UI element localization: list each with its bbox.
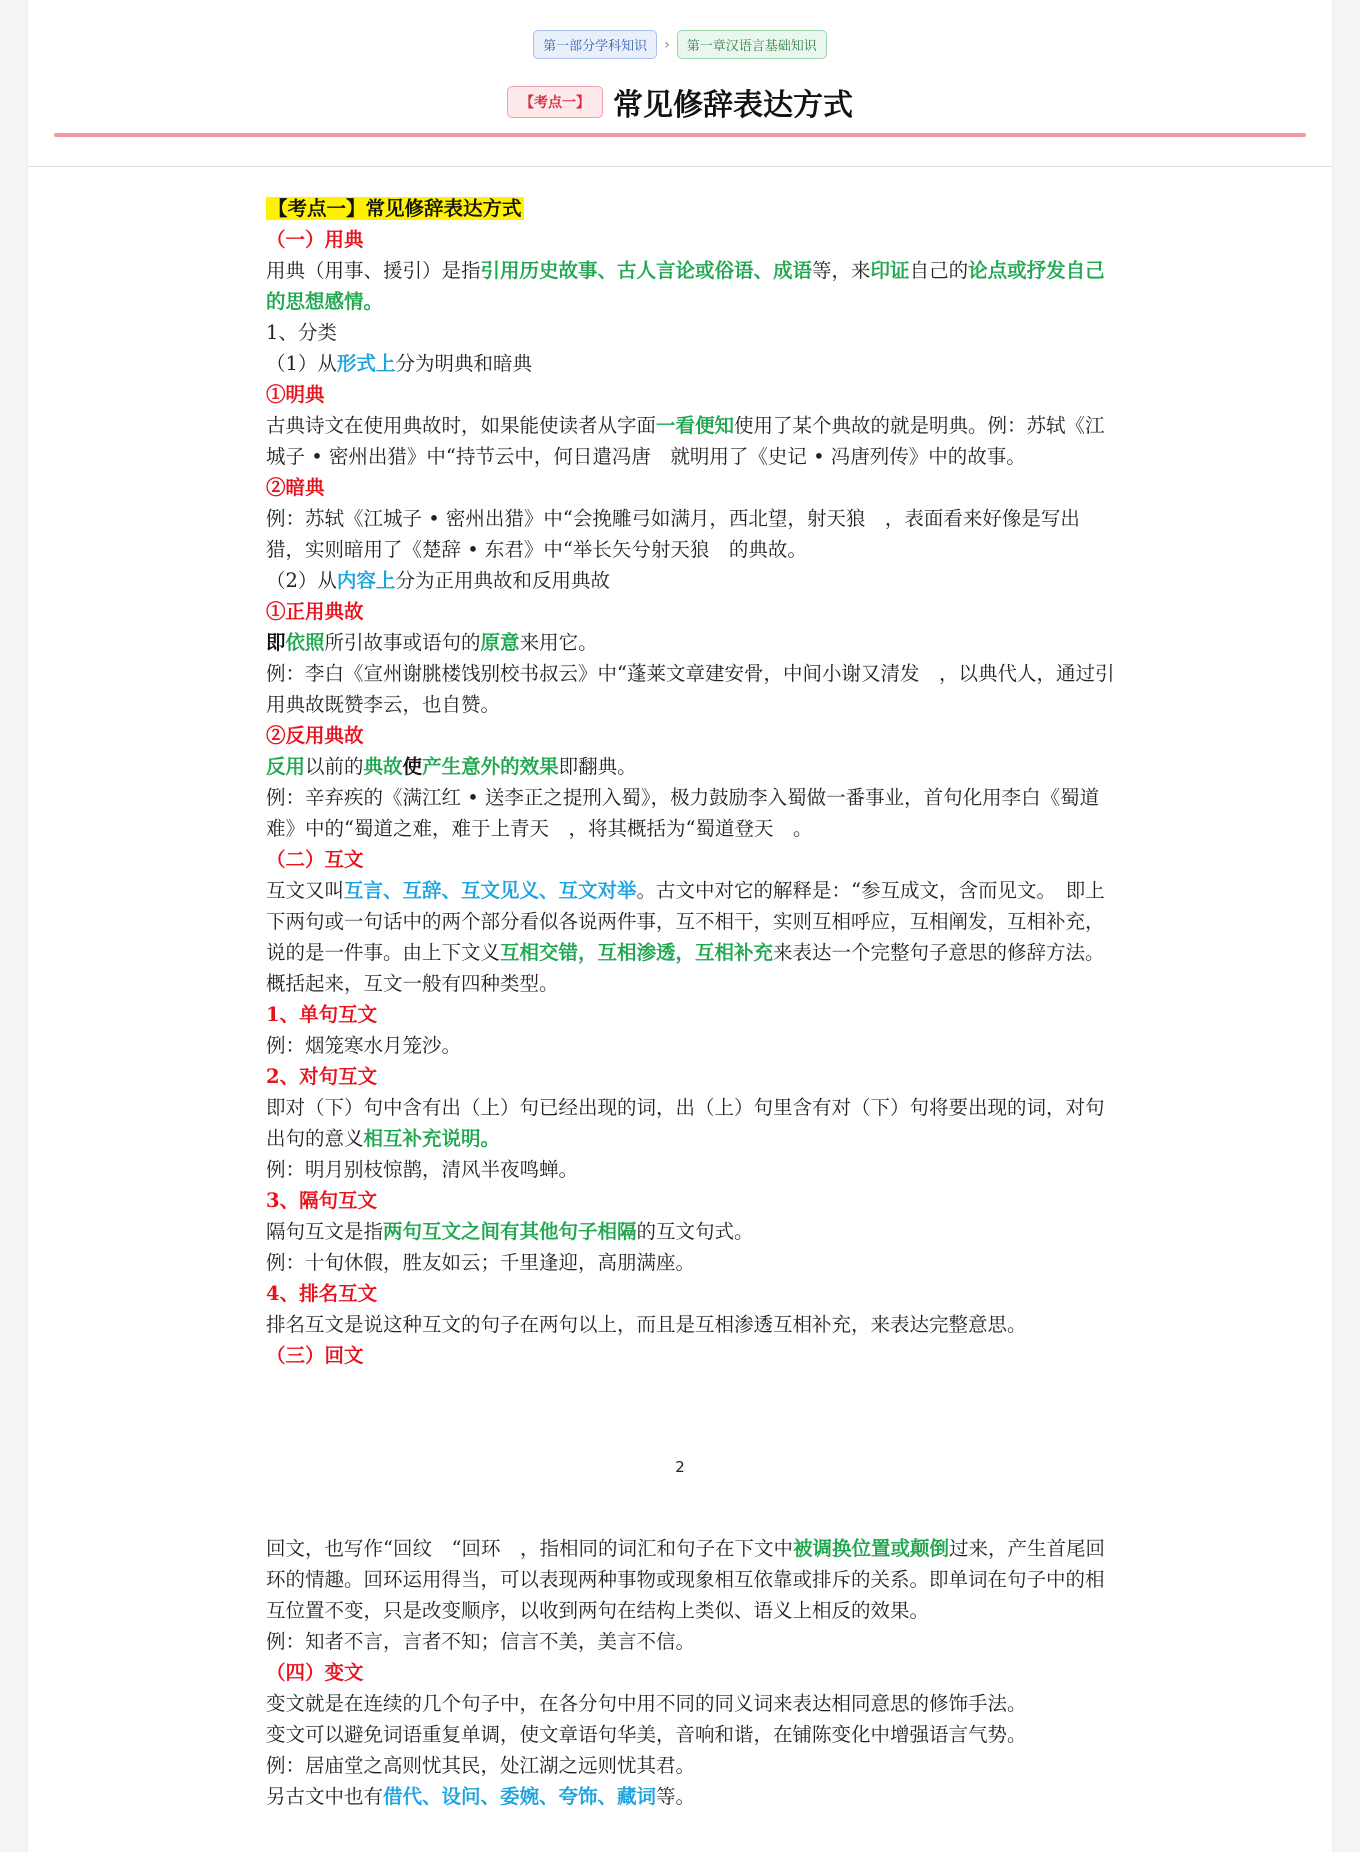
item-heading: ①正用典故: [266, 600, 364, 623]
paragraph: 例：居庙堂之高则忧其民，处江湖之远则忧其君。: [266, 1754, 696, 1777]
paragraph: 例：李白《宣州谢朓楼饯别校书叔云》中“蓬莱文章建安骨，中间小谢又清发 ，以典代人，通过引用典故既赞李云，也自赞。: [266, 662, 1115, 716]
paragraph: 回文，也写作“回纹 “回环 ，指相同的词汇和句子在下文中被调换位置或颠倒过来，产生首尾回环的情趣。回环运用得当，可以表现两种事物或现象相互依靠或排斥的关系。即单词在句子中的相互位置不变，只是改变顺序，以收到两句在结构上类似、语义上相反的效果。: [266, 1537, 1105, 1622]
paragraph: 例：苏轼《江城子 • 密州出猎》中“会挽雕弓如满月，西北望，射天狼 ，表面看来好像是写出猎，实则暗用了《楚辞 • 东君》中“举长矢兮射天狼 的典故。: [266, 507, 1080, 561]
topic-tag: 【考点一】: [507, 86, 603, 118]
paragraph: 用典（用事、援引）是指引用历史故事、古人言论或俗语、成语等，来印证自己的论点或抒发自己的思想感情。: [266, 259, 1105, 313]
type-heading: 3、隔句互文: [266, 1189, 378, 1212]
breadcrumb-chevron-icon: ›: [664, 36, 670, 53]
paragraph: 例：十旬休假，胜友如云；千里逢迎，高朋满座。: [266, 1251, 696, 1274]
paragraph: 古典诗文在使用典故时，如果能使读者从字面一看便知使用了某个典故的就是明典。例：苏轼《江城子 • 密州出猎》中“持节云中，何日遣冯唐 就明用了《史记 • 冯唐列传》中的故事。: [266, 414, 1105, 468]
type-heading: 4、排名互文: [266, 1282, 378, 1305]
paragraph: 变文可以避免词语重复单调，使文章语句华美，音响和谐，在铺陈变化中增强语言气势。: [266, 1723, 1027, 1746]
page-title-row: [0, 80, 1360, 124]
title-underline: [54, 133, 1306, 137]
type-heading: 1、单句互文: [266, 1003, 378, 1026]
subsection-heading: （三）回文: [266, 1344, 364, 1367]
paragraph: 例：明月别枝惊鹊，清风半夜鸣蝉。: [266, 1158, 579, 1181]
paragraph: 即依照所引故事或语句的原意来用它。: [266, 631, 598, 654]
page-number: 2: [675, 1458, 685, 1476]
paragraph: 例：烟笼寒水月笼沙。: [266, 1034, 462, 1057]
paragraph: 例：知者不言，言者不知；信言不美，美言不信。: [266, 1630, 696, 1653]
item-heading: ①明典: [266, 383, 325, 406]
list-label: （2）从内容上分为正用典故和反用典故: [266, 569, 610, 592]
paragraph: 另古文中也有借代、设问、委婉、夸饰、藏词等。: [266, 1785, 696, 1808]
list-label: （1）从形式上分为明典和暗典: [266, 352, 532, 375]
breadcrumb: [0, 30, 1360, 59]
page-title: 常见修辞表达方式: [613, 88, 853, 123]
list-label: 1、分类: [266, 321, 337, 344]
page-1-content: [266, 193, 1116, 1371]
paragraph: 互文又叫互言、互辞、互文见义、互文对举。古文中对它的解释是：“参互成文，含而见文。 即上下两句或一句话中的两个部分看似各说两件事，互不相干，实则互相呼应，互相阐发，互相补充，说的是一件事。由上下文义互相交错，互相渗透，互相补充来表达一个完整句子意思的修辞方法。概括起来，互文一般有四种类型。: [266, 879, 1105, 995]
item-heading: ②反用典故: [266, 724, 364, 747]
paragraph: 变文就是在连续的几个句子中，在各分句中用不同的同义词来表达相同意思的修饰手法。: [266, 1692, 1027, 1715]
type-heading: 2、对句互文: [266, 1065, 378, 1088]
subsection-heading: （一）用典: [266, 228, 364, 251]
page-2-content: [266, 1533, 1116, 1812]
paragraph: 即对（下）句中含有出（上）句已经出现的词，出（上）句里含有对（下）句将要出现的词，对句出句的意义相互补充说明。: [266, 1096, 1105, 1150]
paragraph: 排名互文是说这种互文的句子在两句以上，而且是互相渗透互相补充，来表达完整意思。: [266, 1313, 1027, 1336]
breadcrumb-item-part[interactable]: 第一部分学科知识: [533, 30, 657, 59]
paragraph: 例：辛弃疾的《满江红 • 送李正之提刑入蜀》，极力鼓励李入蜀做一番事业，首句化用李白《蜀道难》中的“蜀道之难，难于上青天 ，将其概括为“蜀道登天 。: [266, 786, 1100, 840]
subsection-heading: （四）变文: [266, 1661, 364, 1684]
header-divider: [28, 166, 1332, 167]
subsection-heading: （二）互文: [266, 848, 364, 871]
section-heading: 【考点一】常见修辞表达方式: [268, 197, 522, 220]
breadcrumb-item-chapter[interactable]: 第一章汉语言基础知识: [677, 30, 827, 59]
item-heading: ②暗典: [266, 476, 325, 499]
paragraph: 隔句互文是指两句互文之间有其他句子相隔的互文句式。: [266, 1220, 754, 1243]
paragraph: 反用以前的典故使产生意外的效果即翻典。: [266, 755, 637, 778]
